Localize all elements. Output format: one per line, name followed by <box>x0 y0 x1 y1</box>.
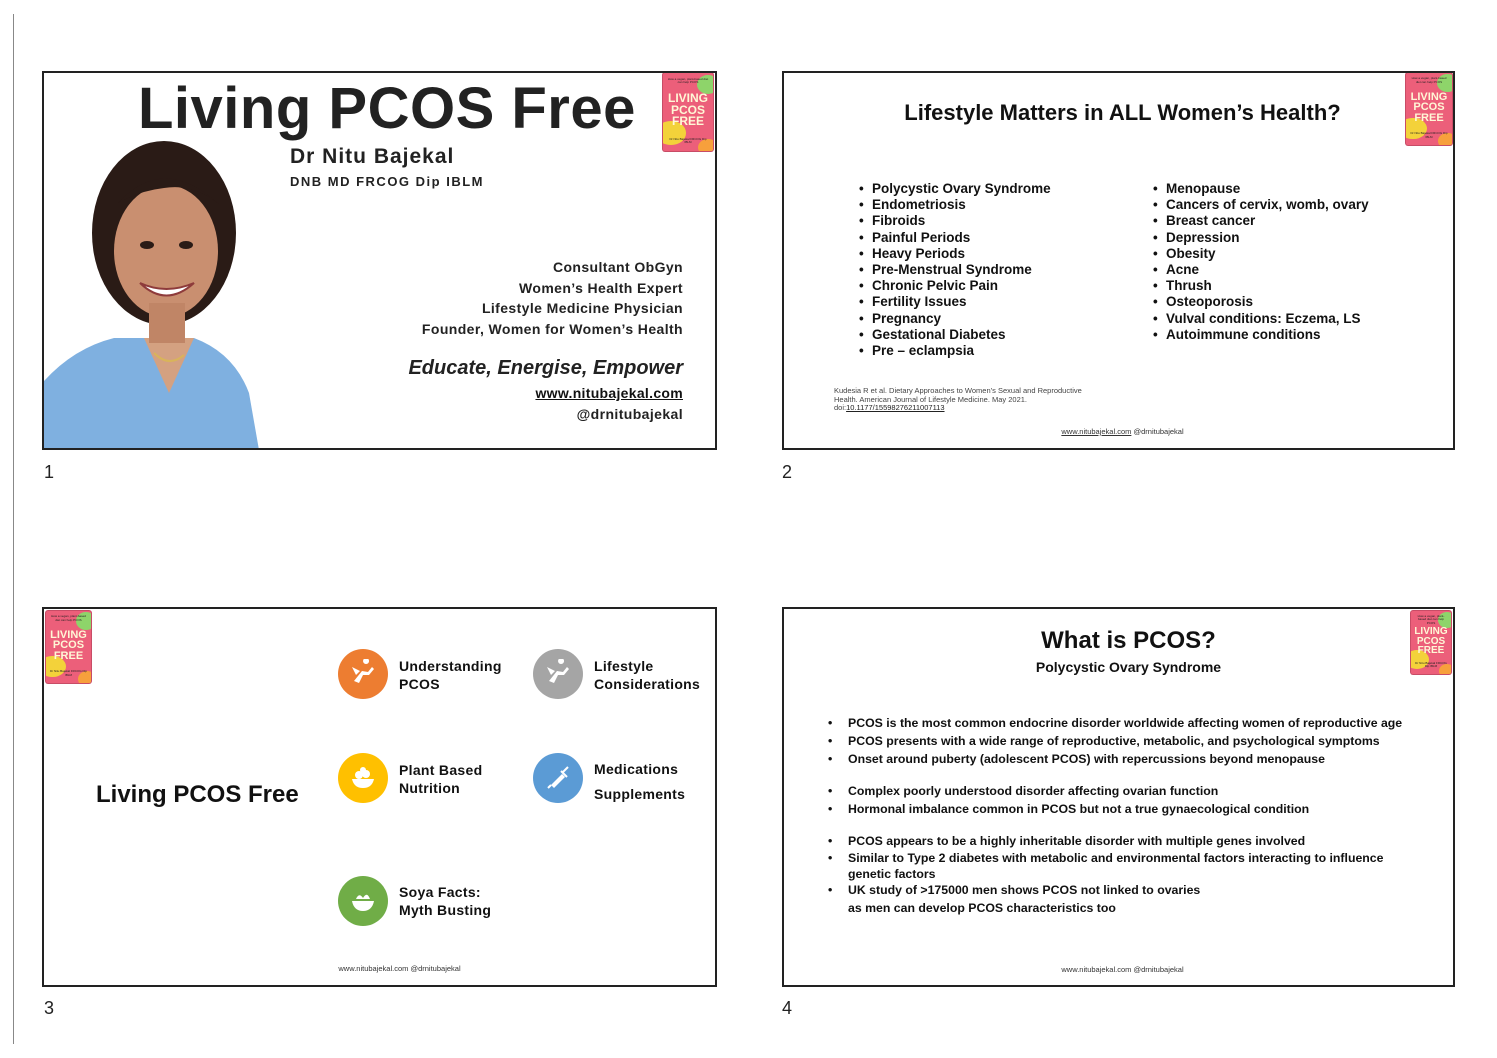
website-link[interactable]: www.nitubajekal.com <box>535 385 683 401</box>
list-item: • Menopause <box>1153 181 1369 197</box>
slide-footer: www.nitubajekal.com @drnitubajekal <box>338 964 461 973</box>
social-handle: @drnitubajekal <box>576 406 683 422</box>
reference-line: Health. American Journal of Lifestyle Medicine. May 2021. <box>834 394 1028 404</box>
conditions-list-right <box>1153 181 1369 343</box>
topic-label-nutrition[interactable] <box>399 761 482 797</box>
superhero-icon <box>543 659 573 689</box>
topic-label-line: Plant Based <box>399 762 483 778</box>
topic-badge-medications[interactable] <box>533 753 583 803</box>
book-author: Dr Nitu Bajekal FRCOG Dip IBLM <box>49 669 87 677</box>
book-title-line: FREE <box>53 649 84 662</box>
list-item: • Pre-Menstrual Syndrome <box>859 262 1051 278</box>
book-cover-image <box>46 611 91 683</box>
slide-number: 4 <box>782 998 793 1018</box>
presenter-qualifications: DNB MD FRCOG Dip IBLM <box>290 174 484 189</box>
topic-label-line: Understanding <box>399 658 502 674</box>
topic-label-understanding[interactable] <box>399 657 502 693</box>
slide-4[interactable] <box>782 607 1455 987</box>
list-item: • PCOS presents with a wide range of reproductive, metabolic, and psychological symptoms <box>828 733 1428 749</box>
list-item: • Similar to Type 2 diabetes with metabolic and environmental factors interacting to influence genetic factors <box>828 850 1388 882</box>
pcos-facts-group-3 <box>828 833 1388 916</box>
list-item: • Chronic Pelvic Pain <box>859 278 1051 294</box>
doi-link[interactable]: 10.1177/15598276211007113 <box>846 403 945 412</box>
footer-website-link[interactable]: www.nitubajekal.com <box>1061 427 1132 436</box>
presenter-name: Dr Nitu Bajekal <box>290 145 455 168</box>
book-tagline: How a vegan, plant-based diet can help PCOS <box>1411 76 1447 84</box>
list-item: • Autoimmune conditions <box>1153 327 1369 343</box>
list-item-continuation: as men can develop PCOS characteristics too <box>848 901 1116 915</box>
list-item: • Obesity <box>1153 246 1369 262</box>
role-item: Women’s Health Expert <box>519 279 683 296</box>
footer-handle: @drnitubajekal <box>1133 427 1184 436</box>
list-item: • Fertility Issues <box>859 294 1051 310</box>
book-title-line: PCOS <box>1416 635 1446 647</box>
list-item: • Osteoporosis <box>1153 294 1369 310</box>
role-item: Consultant ObGyn <box>552 259 683 275</box>
role-item: Lifestyle Medicine Physician <box>481 300 683 316</box>
list-item: • PCOS appears to be a highly inheritable disorder with multiple genes involved <box>828 833 1388 849</box>
salad-bowl-icon <box>348 886 378 916</box>
book-cover-image <box>1406 73 1452 145</box>
reference-line: Kudesia R et al. Dietary Approaches to Women’s Sexual and Reproductive <box>834 386 1082 395</box>
list-item: • Complex poorly understood disorder affecting ovarian function <box>828 783 1428 799</box>
book-title-line: FREE <box>671 114 704 129</box>
topic-badge-nutrition[interactable] <box>338 753 388 803</box>
topic-badge-lifestyle[interactable] <box>533 649 583 699</box>
topic-label-line: Soya Facts: <box>399 884 481 900</box>
topic-badge-understanding[interactable] <box>338 649 388 699</box>
book-title-line: LIVING <box>1414 626 1448 638</box>
list-item: • PCOS is the most common endocrine disorder worldwide affecting women of reproductive age <box>828 715 1428 731</box>
topic-label-medications[interactable] <box>594 757 685 807</box>
list-item: • Polycystic Ovary Syndrome <box>859 181 1051 197</box>
topic-label-line: Considerations <box>594 676 701 692</box>
list-item: • Thrush <box>1153 278 1369 294</box>
list-item: • Pre – eclampsia <box>859 343 1051 359</box>
page-margin-line <box>13 14 14 1044</box>
book-tagline: How a vegan, plant-based diet can help PCOS <box>51 614 86 622</box>
section-title: Living PCOS Free <box>96 781 299 808</box>
slide-title: What is PCOS? <box>1041 627 1216 654</box>
book-title-line: LIVING <box>50 628 87 641</box>
book-title-line: PCOS <box>670 102 705 117</box>
slide-1[interactable] <box>42 71 717 450</box>
portrait-photo <box>44 133 259 450</box>
topic-label-line: Medications <box>594 761 679 777</box>
topic-label-line: PCOS <box>399 676 440 692</box>
slide-3[interactable] <box>42 607 717 987</box>
fruit-bowl-icon <box>348 763 378 793</box>
book-title-line: LIVING <box>1410 90 1448 103</box>
topic-label-soya[interactable] <box>399 883 491 919</box>
slide-number: 2 <box>782 462 793 482</box>
reference-citation <box>834 387 1094 413</box>
book-author: Dr Nitu Bajekal FRCOG Dip IBLM <box>1410 131 1448 139</box>
topic-label-line: Myth Busting <box>399 902 492 918</box>
book-tagline: How a vegan, plant-based diet can help PCOS <box>667 76 709 85</box>
book-tagline: How a vegan, plant-based diet can help PCOS <box>1417 613 1445 625</box>
list-item: • Gestational Diabetes <box>859 327 1051 343</box>
slide-footer <box>784 427 1453 436</box>
topic-label-line: Lifestyle <box>594 658 654 674</box>
book-cover-image <box>1411 611 1451 674</box>
book-title-line: FREE <box>1417 645 1445 657</box>
presenter-roles <box>422 259 683 341</box>
list-item: • Painful Periods <box>859 230 1051 246</box>
list-item: • UK study of >175000 men shows PCOS not linked to ovaries <box>828 882 1388 898</box>
topic-label-line: Supplements <box>594 786 686 802</box>
pcos-facts-group-2 <box>828 783 1428 817</box>
book-title-line: LIVING <box>667 91 708 106</box>
doi-prefix: doi: <box>834 403 847 412</box>
list-item: • Breast cancer <box>1153 213 1369 229</box>
slide-2[interactable] <box>782 71 1455 450</box>
slide-footer: www.nitubajekal.com @drnitubajekal <box>1061 965 1184 974</box>
book-title-line: PCOS <box>52 639 85 652</box>
presentation-title: Living PCOS Free <box>138 76 636 141</box>
book-cover-image <box>663 73 713 151</box>
list-item: • Onset around puberty (adolescent PCOS) with repercussions beyond menopause <box>828 751 1428 767</box>
slide-number: 1 <box>44 462 55 482</box>
list-item: • Endometriosis <box>859 197 1051 213</box>
list-item: • Fibroids <box>859 213 1051 229</box>
pcos-facts-group-1 <box>828 715 1428 767</box>
topic-label-lifestyle[interactable] <box>594 657 700 693</box>
slide-subtitle: Polycystic Ovary Syndrome <box>1035 659 1222 675</box>
slide-title: Lifestyle Matters in ALL Women’s Health? <box>904 100 1341 125</box>
list-item: • Depression <box>1153 230 1369 246</box>
book-title-line: PCOS <box>1413 101 1445 114</box>
role-item: Founder, Women for Women’s Health <box>421 320 683 337</box>
tagline: Educate, Energise, Empower <box>408 357 683 379</box>
list-item: • Cancers of cervix, womb, ovary <box>1153 197 1369 213</box>
conditions-list-left <box>859 181 1051 359</box>
list-item: • Vulval conditions: Eczema, LS <box>1153 311 1369 327</box>
syringe-icon <box>543 763 573 793</box>
list-item: • Pregnancy <box>859 311 1051 327</box>
topic-badge-soya[interactable] <box>338 876 388 926</box>
book-title-line: FREE <box>1414 111 1444 124</box>
list-item: • Acne <box>1153 262 1369 278</box>
book-author: Dr Nitu Bajekal FRCOG Dip IBLM <box>1415 660 1447 669</box>
slide-number: 3 <box>44 998 55 1018</box>
book-author: Dr Nitu Bajekal FRCOG Dip IBLM <box>669 136 707 145</box>
superhero-icon <box>348 659 378 689</box>
list-item: • Hormonal imbalance common in PCOS but not a true gynaecological condition <box>828 801 1428 817</box>
list-item: • Heavy Periods <box>859 246 1051 262</box>
topic-label-line: Nutrition <box>399 780 461 796</box>
